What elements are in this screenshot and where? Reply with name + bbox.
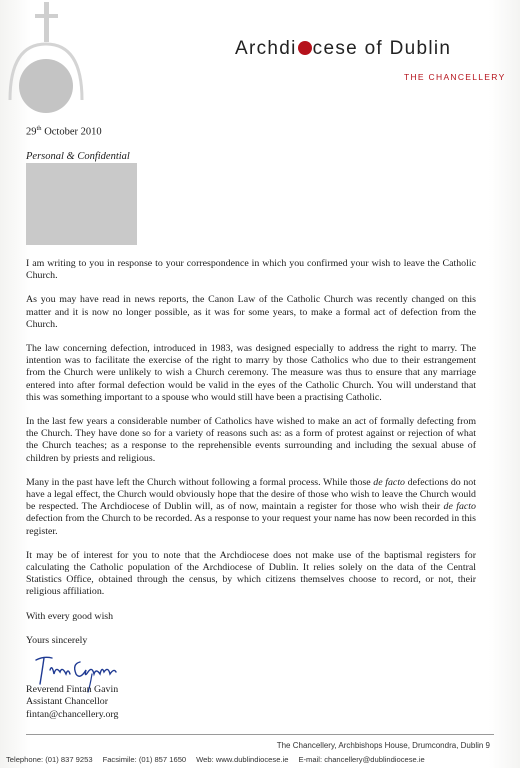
paragraph-5 <box>26 477 476 538</box>
footer-facsimile: Facsimile: (01) 857 1650 <box>102 755 187 764</box>
brand-red-dot-icon <box>298 41 312 55</box>
footer-divider <box>26 734 494 735</box>
footer-email: E-mail: chancellery@dublindiocese.ie <box>298 755 425 764</box>
date-month-year: October 2010 <box>41 126 102 138</box>
brand-text-end: cese of Dublin <box>312 38 452 59</box>
paragraph-2: As you may have read in news reports, the Canon Law of the Catholic Church was recently changed on this matter and it is now no longer possible, as it was for some years, to make a formal act of defection from the Church. <box>26 294 476 330</box>
brand-text-start: Archdi <box>235 38 297 59</box>
signature-block <box>26 684 118 721</box>
date-suffix: th <box>36 125 42 132</box>
redacted-address-block <box>26 163 137 245</box>
closing-wish: With every good wish <box>26 610 114 622</box>
header-subtitle: THE CHANCELLERY <box>404 72 506 82</box>
paragraph-6: It may be of interest for you to note that the Archdiocese does not make use of the baptismal registers for calculating the Catholic population of the Archdiocese of Dublin. It relies solely on the data of the Central Statistics Office, obtained through the census, by which citizens themselves choose to record, or not, their religious affiliation. <box>26 549 476 598</box>
paragraph-5-part-b: defections do not have a legal effect, the Church would obviously hope that the desire of those who wish to leave the Church would be respected. The Archdiocese of Dublin will, as of now, maintain a register for those who wish their <box>26 476 476 513</box>
closing-salutation: Yours sincerely <box>26 634 88 646</box>
footer-contacts <box>6 755 506 764</box>
archdiocese-cross-logo-icon <box>4 0 86 120</box>
footer-web: Web: www.dublindiocese.ie <box>196 755 289 764</box>
paragraph-5-part-a: Many in the past have left the Church without following a formal process. While those <box>26 476 374 488</box>
letter-date <box>26 125 102 138</box>
letter-body <box>26 258 476 659</box>
footer-telephone: Telephone: (01) 837 9253 <box>6 755 93 764</box>
paragraph-5-part-c: defection from the Church to be recorded. As a response to your request your name has now been recorded in this register. <box>26 513 476 537</box>
paragraph-3: The law concerning defection, introduced in 1983, was designed especially to address the right to marry. The intention was to facilitate the exercise of the right to marry by those Catholics who due to their estrangement from the Church were unlikely to wish a Church ceremony. The measure was thus to ensure that any marriage entered into after formal defection would be valid in the eyes of the Catholic Church. You will understand that this was something important to a spouse who would still have been a practising Catholic. <box>26 343 476 403</box>
footer-address: The Chancellery, Archbishops House, Drumcondra, Dublin 9 <box>276 741 490 750</box>
paragraph-5-italic-2: de facto <box>443 501 476 513</box>
signer-email: fintan@chancellery.org <box>26 708 119 720</box>
paragraph-5-italic-1: de facto <box>373 476 405 488</box>
paragraph-4: In the last few years a considerable number of Catholics have wished to make an act of formally defecting from the Church. They have done so for a variety of reasons such as: as a form of protest against or rejection of what the Church teaches; as a response to the reprehensible events surrounding and including the sexual abuse of children by priests and religious. <box>26 416 476 464</box>
date-day: 29 <box>26 126 37 138</box>
confidential-label: Personal & Confidential <box>26 151 130 162</box>
paragraph-1: I am writing to you in response to your correspondence in which you confirmed your wish to leave the Catholic Church. <box>26 258 476 282</box>
signer-name: Reverend Fintan Gavin <box>26 684 119 695</box>
signer-title: Assistant Chancellor <box>26 696 109 708</box>
brand-name <box>235 38 515 60</box>
